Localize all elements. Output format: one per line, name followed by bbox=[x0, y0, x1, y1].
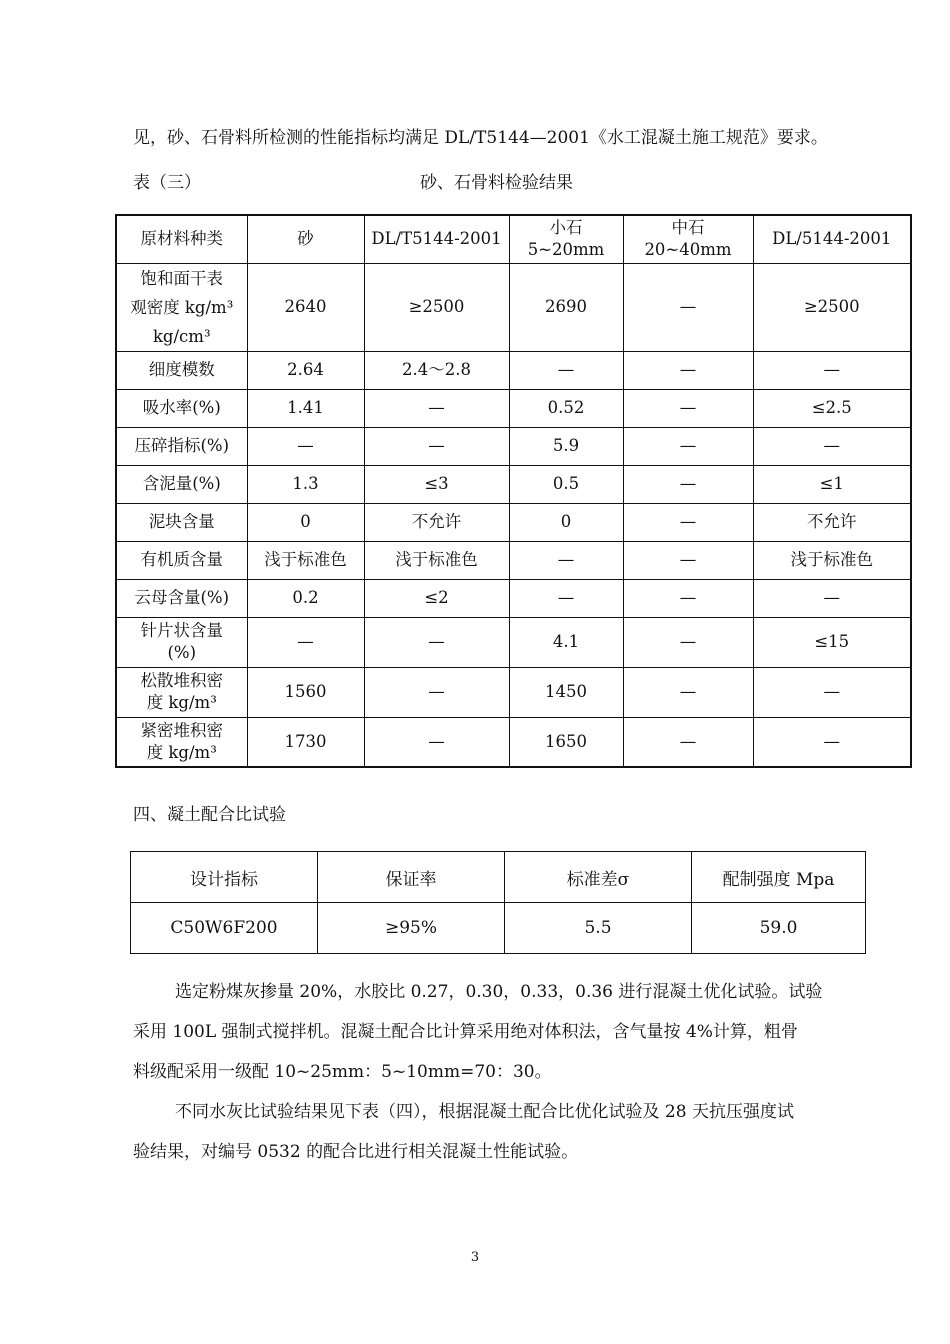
table3-cell: ≤2 bbox=[364, 579, 509, 617]
table3-cell: — bbox=[753, 351, 911, 389]
table3-label: 表（三） bbox=[133, 173, 201, 193]
para1-line2: 采用 100L 强制式搅拌机。混凝土配合比计算采用绝对体积法，含气量按 4%计算，粗骨 bbox=[133, 1022, 798, 1042]
table3-cell: — bbox=[364, 617, 509, 667]
table3-row bbox=[116, 717, 911, 767]
table3-cell: — bbox=[623, 579, 753, 617]
table3-cell: — bbox=[753, 717, 911, 767]
table3-header-cell: 砂 bbox=[247, 215, 364, 263]
table4-cell: 标准差σ bbox=[505, 852, 692, 903]
table3-cell: 0.2 bbox=[247, 579, 364, 617]
table3-cell: 2.4～2.8 bbox=[364, 351, 509, 389]
table3-row bbox=[116, 263, 911, 351]
page-number: 3 bbox=[470, 1250, 480, 1265]
para2-line1: 不同水灰比试验结果见下表（四），根据混凝土配合比优化试验及 28 天抗压强度试 bbox=[175, 1102, 794, 1122]
table3-cell: 不允许 bbox=[753, 503, 911, 541]
table3-cell: 1.3 bbox=[247, 465, 364, 503]
table3-cell: ≤3 bbox=[364, 465, 509, 503]
para1-line3: 料级配采用一级配 10~25mm：5~10mm=70：30。 bbox=[133, 1062, 552, 1082]
table3-cell: — bbox=[623, 541, 753, 579]
table3-cell: 松散堆积密 度 kg/m³ bbox=[116, 667, 247, 717]
table3-cell: — bbox=[364, 389, 509, 427]
table4-cell: 设计指标 bbox=[131, 852, 318, 903]
mix-design-table bbox=[130, 851, 866, 954]
table3-cell: 1730 bbox=[247, 717, 364, 767]
table3-row bbox=[116, 617, 911, 667]
table3-cell: ≤2.5 bbox=[753, 389, 911, 427]
table3-cell: 0.52 bbox=[509, 389, 623, 427]
para1-line1: 选定粉煤灰掺量 20%，水胶比 0.27，0.30，0.33，0.36 进行混凝土优化试验。试验 bbox=[175, 982, 823, 1002]
table3-cell: — bbox=[623, 465, 753, 503]
table3-cell: 紧密堆积密 度 kg/m³ bbox=[116, 717, 247, 767]
table3-cell: — bbox=[247, 617, 364, 667]
section4-heading: 四、凝土配合比试验 bbox=[133, 805, 286, 825]
table3-row bbox=[116, 541, 911, 579]
table3-cell: 针片状含量 (%) bbox=[116, 617, 247, 667]
table4-row bbox=[131, 903, 866, 954]
table3-cell: 2640 bbox=[247, 263, 364, 351]
table3-cell: 2690 bbox=[509, 263, 623, 351]
table3-cell: 1.41 bbox=[247, 389, 364, 427]
table3-cell: — bbox=[623, 427, 753, 465]
table3-cell: 细度模数 bbox=[116, 351, 247, 389]
table3-row bbox=[116, 351, 911, 389]
table3-cell: — bbox=[509, 541, 623, 579]
table3-cell: 1450 bbox=[509, 667, 623, 717]
table3-cell: — bbox=[364, 717, 509, 767]
table3-cell: 不允许 bbox=[364, 503, 509, 541]
table3-cell: — bbox=[364, 667, 509, 717]
table3-cell: — bbox=[509, 351, 623, 389]
table4-cell: C50W6F200 bbox=[131, 903, 318, 954]
table3-cell: ≤15 bbox=[753, 617, 911, 667]
table3-cell: ≥2500 bbox=[364, 263, 509, 351]
table3-cell: 吸水率(%) bbox=[116, 389, 247, 427]
table3-cell: — bbox=[623, 389, 753, 427]
aggregate-test-table bbox=[115, 214, 912, 768]
table3-cell: — bbox=[623, 717, 753, 767]
table3-header-cell: 小石 5~20mm bbox=[509, 215, 623, 263]
table4-cell: 保证率 bbox=[318, 852, 505, 903]
table3-cell: — bbox=[623, 263, 753, 351]
table3-cell: — bbox=[509, 579, 623, 617]
table4-header-row bbox=[131, 852, 866, 903]
table3-cell: 饱和面干表 观密度 kg/m³ kg/cm³ bbox=[116, 263, 247, 351]
intro-text: 见，砂、石骨料所检测的性能指标均满足 DL/T5144—2001《水工混凝土施工规范》要求。 bbox=[133, 128, 828, 148]
table3-header-cell: DL/5144-2001 bbox=[753, 215, 911, 263]
table3-cell: — bbox=[623, 667, 753, 717]
table3-header-cell: 中石 20~40mm bbox=[623, 215, 753, 263]
table3-header-row bbox=[116, 215, 911, 263]
table3-cell: 云母含量(%) bbox=[116, 579, 247, 617]
table3-cell: — bbox=[753, 427, 911, 465]
table3-row bbox=[116, 465, 911, 503]
table3-cell: — bbox=[623, 351, 753, 389]
table3-cell: ≥2500 bbox=[753, 263, 911, 351]
table3-cell: — bbox=[623, 617, 753, 667]
table3-cell: 2.64 bbox=[247, 351, 364, 389]
table3-cell: 1650 bbox=[509, 717, 623, 767]
table3-header-cell: 原材料种类 bbox=[116, 215, 247, 263]
table3-cell: 0.5 bbox=[509, 465, 623, 503]
table4-cell: 配制强度 Mpa bbox=[692, 852, 866, 903]
table3-cell: 浅于标准色 bbox=[364, 541, 509, 579]
table3-cell: — bbox=[753, 667, 911, 717]
table3-title: 砂、石骨料检验结果 bbox=[420, 173, 573, 193]
table3-cell: 1560 bbox=[247, 667, 364, 717]
table3-cell: — bbox=[753, 579, 911, 617]
table4-cell: 5.5 bbox=[505, 903, 692, 954]
table3-cell: 0 bbox=[247, 503, 364, 541]
table3-row bbox=[116, 503, 911, 541]
table3-cell: — bbox=[623, 503, 753, 541]
table3-cell: 含泥量(%) bbox=[116, 465, 247, 503]
table3-cell: 4.1 bbox=[509, 617, 623, 667]
table3-row bbox=[116, 389, 911, 427]
table3-cell: 浅于标准色 bbox=[247, 541, 364, 579]
table3-cell: ≤1 bbox=[753, 465, 911, 503]
table3-row bbox=[116, 579, 911, 617]
table3-cell: — bbox=[247, 427, 364, 465]
para2-line2: 验结果，对编号 0532 的配合比进行相关混凝土性能试验。 bbox=[133, 1142, 579, 1162]
table4-cell: 59.0 bbox=[692, 903, 866, 954]
table3-cell: 5.9 bbox=[509, 427, 623, 465]
table3-row bbox=[116, 427, 911, 465]
table3-cell: 0 bbox=[509, 503, 623, 541]
table3-cell: 浅于标准色 bbox=[753, 541, 911, 579]
table3-cell: — bbox=[364, 427, 509, 465]
table3-cell: 压碎指标(%) bbox=[116, 427, 247, 465]
table3-cell: 泥块含量 bbox=[116, 503, 247, 541]
table4-cell: ≥95% bbox=[318, 903, 505, 954]
table3-row bbox=[116, 667, 911, 717]
table3-cell: 有机质含量 bbox=[116, 541, 247, 579]
table3-header-cell: DL/T5144-2001 bbox=[364, 215, 509, 263]
